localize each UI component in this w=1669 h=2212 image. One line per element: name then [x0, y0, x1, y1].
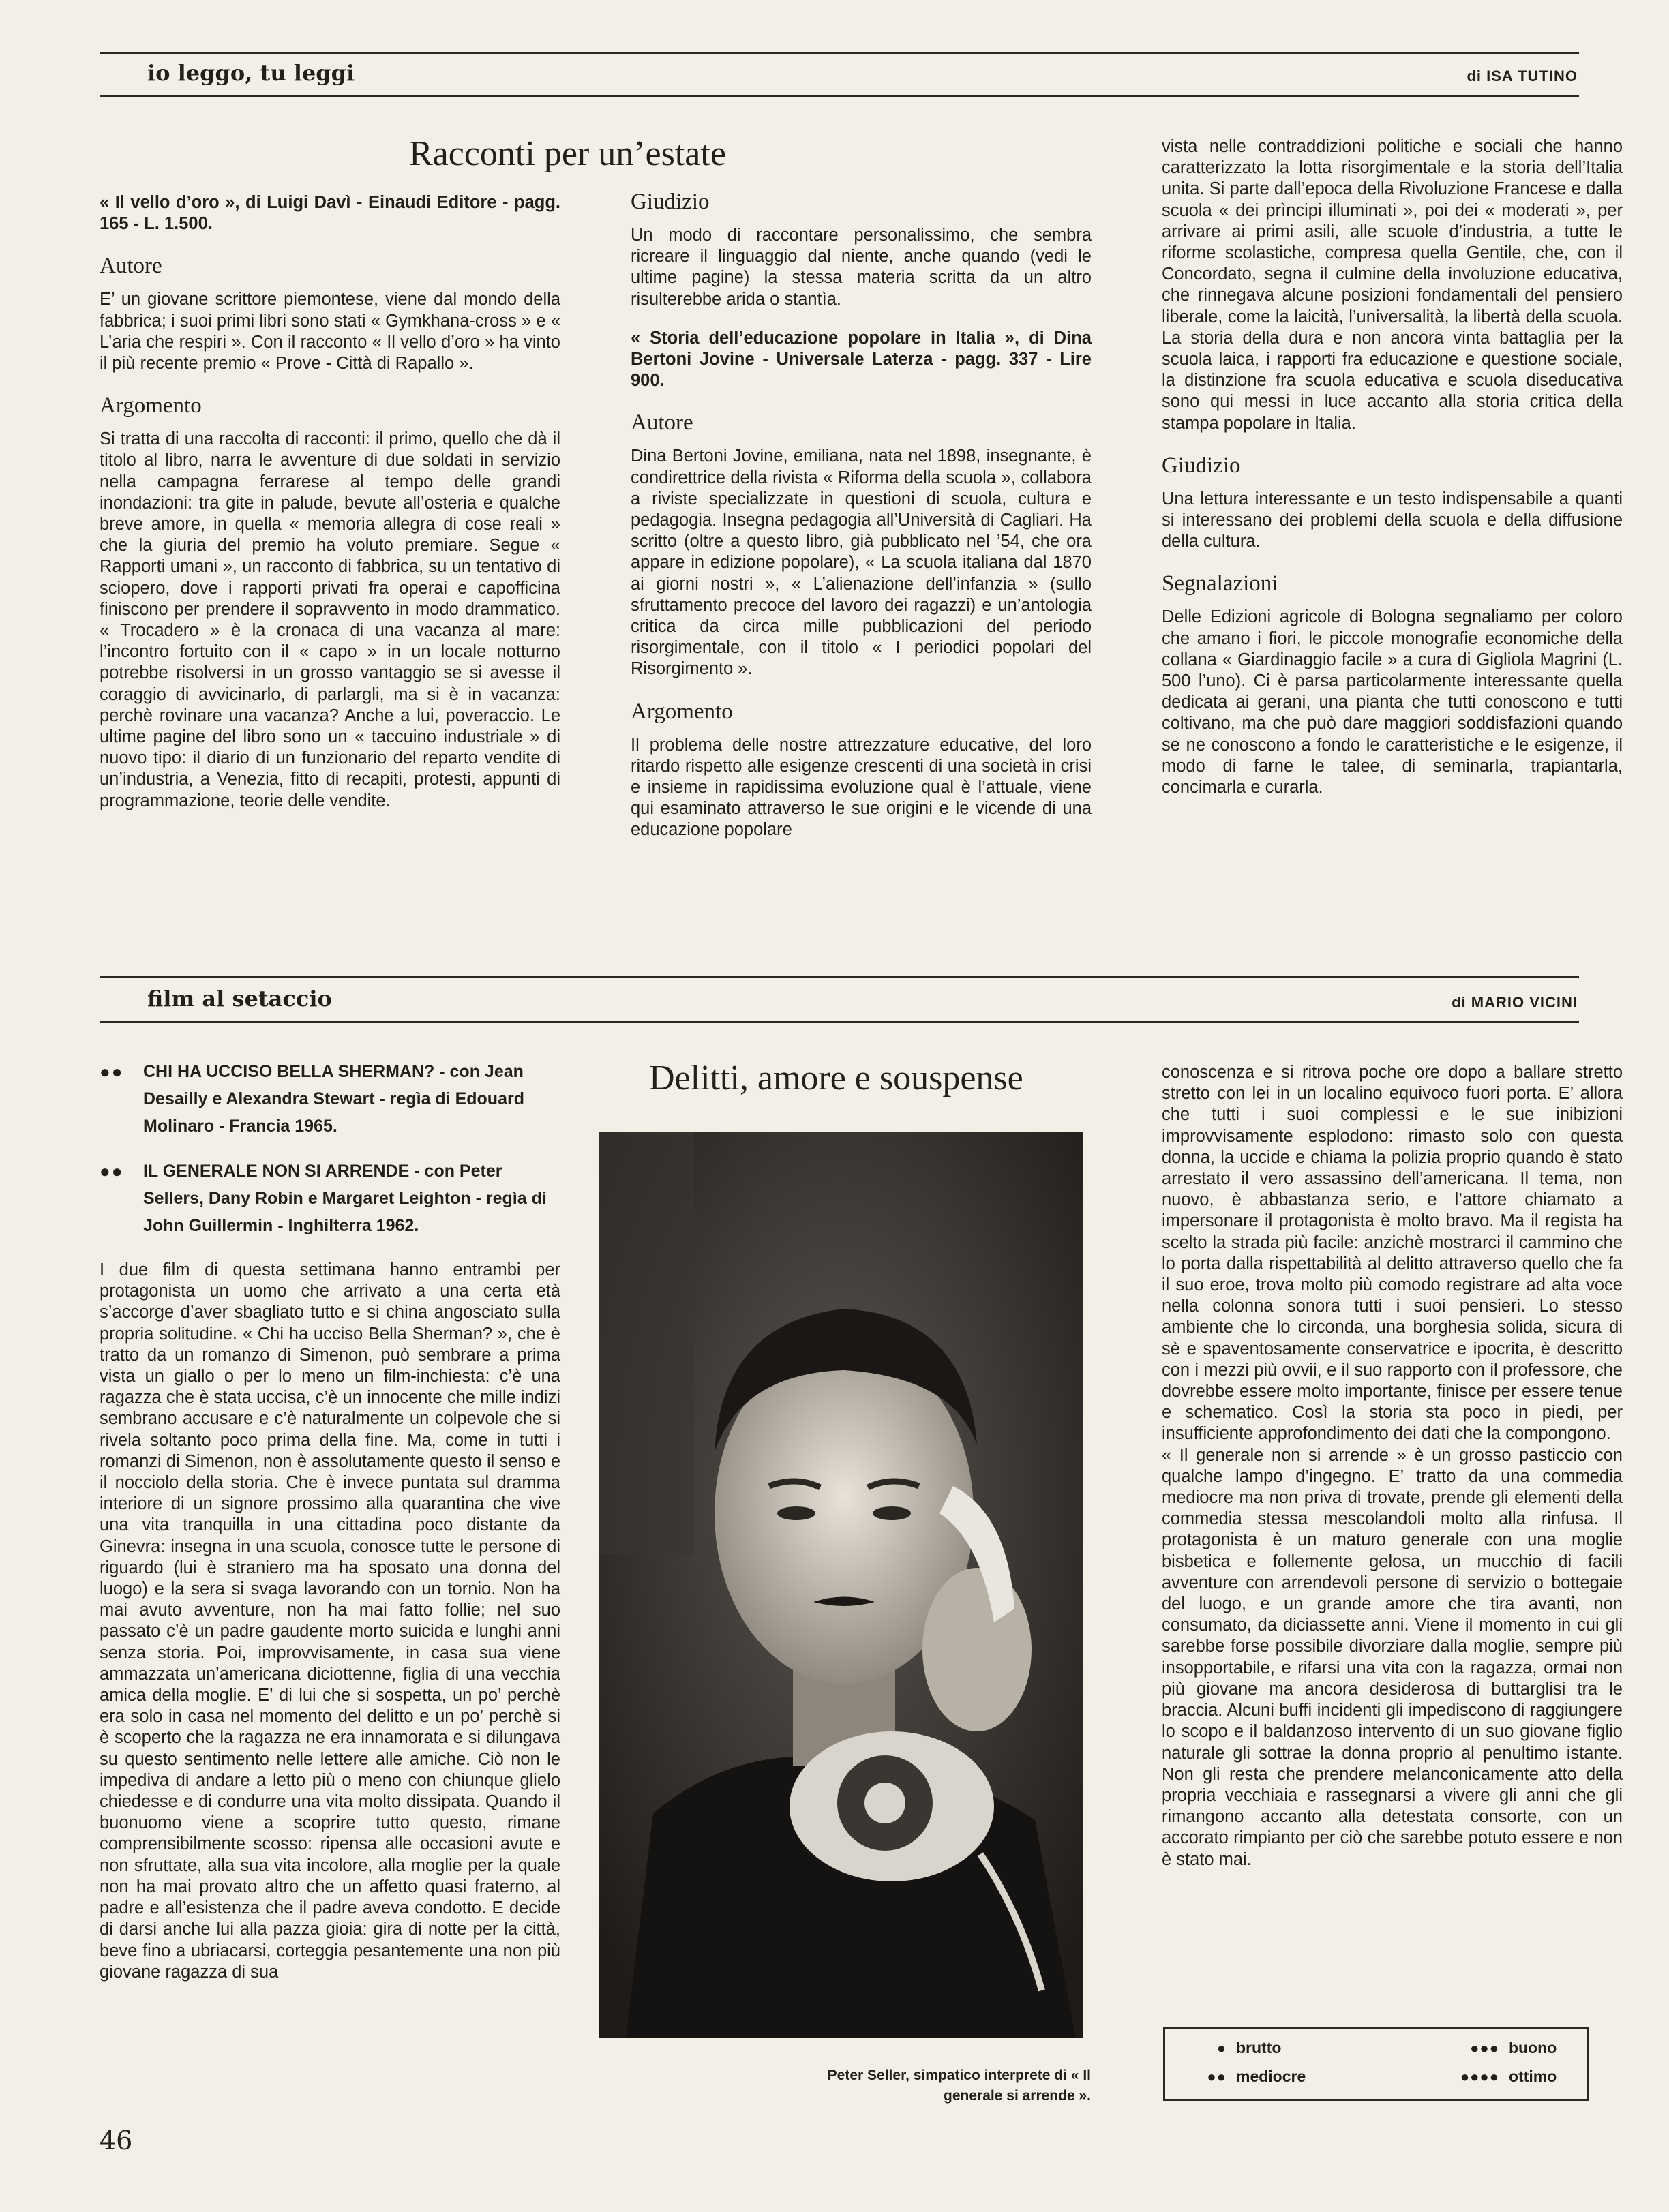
paragraph-film-review-1: I due film di questa settimana hanno entrambi per protagonista un uomo che arrivato a una certa età s’accorge d’aver sbagliato tutto e si china angosciato sulla propria solitudine. « Chi ha ucciso Bella Sherman? », che è tratto da un romanzo di Simenon, può sembrare a prima vista un giallo o per lo meno un film-inchiesta: c’è una ragazza che è stata uccisa, c’è un innocente che mille indizi sembrano accusare e c’è naturalmente un colpevole che si rivela soltanto poco prima della fine. Ma, come in tutti i romanzi di Simenon, non è assolutamente questo il senso e il nocciolo della storia. Che è invece puntata sul dramma interiore di un signore prossimo alla quarantina che vive una vita tranquilla in una cittadina poco distante da Ginevra: insegna in una scuola, conosce tutte le persone di riguardo (lui è straniero ma ha sposato una donna del luogo) e la sera si svaga lavorando con un tornio. Non ha mai avuto avventure, non ha mai fatto follie; nel suo passato c’è un padre gaudente morto suicida e lunghi anni senza storia. Poi, improvvisamente, in casa sua viene ammazzata un’americana diciottenne, figlia di una vecchia amica della moglie. E’ di lui che si sospetta, un po’ perchè era solo in casa nel momento del delitto e un po’ perchè si è scoperto che la ragazza ne era innamorata e si dilungava su questo sentimento nelle lettere alle amiche. Ciò non le impediva di andare a letto più o meno con chiunque glielo chiedesse e di condurre una vita molto dissipata. Quando il buonuomo viene a scoprire tutto questo, rimane comprensibilmente scosso: ripensa alle occasioni avute e non sfruttate, alla sua vita incolore, alla moglie per la quale non ha mai provato altro che un affetto quasi fraterno, al padre e all’esistenza che il padre aveva condotto. E decide di darsi anche lui alla pazza gioia: gira di notte per la città, beve fino a ubriacarsi, corteggia pesantemente una non più giovane ragazza di sua [100, 1260, 560, 1982]
article-title-films: Delitti, amore e souspense [649, 1059, 1023, 1097]
rating-dots: ●● [100, 1161, 124, 1181]
paragraph-giudizio-1: Un modo di raccontare personalissimo, che sembra ricreare il linguaggio dal niente, anche quando (vedi le ultime pagine) la stessa materia scritta da un altro risulterebbe arida o stantìa. [631, 226, 1092, 309]
legend-item-brutto [1192, 2039, 1281, 2057]
byline-films: di MARIO VICINI [1452, 994, 1578, 1011]
legend-label: ottimo [1509, 2067, 1557, 2085]
paragraph-autore-1: E’ un giovane scrittore piemontese, viene dal mondo della fabbrica; i suoi primi libri sono stati « Gymkhana-cross » e « L’aria che respiri ». Con il racconto « Il vello d’oro » ha vinto il più recente premio « Prove - Città di Rapallo ». [100, 290, 560, 374]
legend-label: mediocre [1236, 2067, 1306, 2085]
article-title-books: Racconti per un’estate [409, 134, 726, 173]
heading-giudizio-2: Giudizio [1162, 453, 1241, 478]
heading-argomento-2: Argomento [631, 699, 733, 724]
section-label-books: io leggo, tu leggi [147, 60, 355, 86]
legend-dots: ●●● [1470, 2040, 1499, 2057]
section-label-films: film al setaccio [147, 986, 332, 1012]
bottom-rule-upper [100, 976, 1579, 978]
paragraph-argomento-2-cont: vista nelle contraddizioni politiche e sociali che hanno caratterizzato la lotta risorgimentale e la storia dell’Italia unita. Si parte dall’epoca della Rivoluzione Francese e dalla scuola « dei prìncipi illuminati », poi dei « moderati », per arrivare ai primi asili, alle scuole d’industria, a tutte le riforme scolastiche, compresa quella Gentile, che, con il Concordato, segna il culmine della involuzione educativa, che rinnegava alcune posizioni fondamentali del pensiero liberale, come la laicità, l’universalità, la libertà della scuola. La storia della dura e non ancora vinta battaglia per la scuola laica, i rapporti fra educazione e questione sociale, la distinzione fra scuola educativa e scuola diseducativa sono qui messi in luce accanto alla storia critica della stampa popolare in Italia. [1162, 137, 1623, 433]
paragraph-argomento-2: Il problema delle nostre attrezzature educative, del loro ritardo rispetto alle esigenze crescenti di una società in crisi e insieme in rapidissima evoluzione qual è l’attuale, viene qui esaminato attraverso le sue origini e le vicende di una educazione popolare [631, 735, 1092, 840]
legend-item-buono [1438, 2039, 1557, 2057]
films-column-3 [1162, 1062, 1623, 1888]
legend-item-mediocre [1192, 2067, 1306, 2086]
paragraph-film-review-3: « Il generale non si arrende » è un grosso pasticcio con qualche lampo d’ingegno. E’ tratto da una commedia mediocre ma non priva di trovate, prende gli elementi della commedia stessa mescolandoli molto alla rinfusa. Il protagonista è un maturo generale con una moglie bisbetica e follemente gelosa, un mucchio di facili avventure con arrendevoli persone di servizio o bottegaie del luogo, e un grande amore che tira avanti, non consumato, da diciassette anni. Viene il momento in cui gli sarebbe forse possibile divorziare dalla moglie, sempre più insopportabile, e rifarsi una vita con la ragazza, ormai non più giovane ma ancora desiderosa di buttarglisi tra le braccia. Alcuni buffi incidenti gli impediscono di raggiungere lo scopo e il baldanzoso intervento di un suo giovane figlio naturale gli sottrae la donna proprio al penultimo istante. Non gli resta che prendere melanconicamente atto della propria vecchiaia e rassegnarsi a vivere gli anni che gli rimangono accanto alla detestata consorte, con un accorato rimpianto per ciò che sarebbe potuto essere e non è stato mai. [1162, 1445, 1623, 1869]
top-rule-upper [100, 52, 1579, 54]
legend-dots: ● [1216, 2040, 1227, 2057]
page-number: 46 [100, 2125, 133, 2155]
photo-illustration [599, 1132, 1083, 2038]
books-column-3 [1162, 136, 1623, 816]
books-column-1 [100, 192, 560, 830]
films-column-1 [100, 1058, 560, 2001]
paragraph-film-review-2: conoscenza e si ritrova poche ore dopo a ballare stretto stretto con lei in un localino equivoco fuori porta. E’ allora che tutti i suoi complessi e le sue inibizioni improvvisamente esplodono: rimasto solo con questa donna, la uccide e chiama la polizia proprio quando è stato arrestato il vero assassino dell’americana. Il tema, non nuovo, è abbastanza serio, e l’attore chiamato a impersonare il protagonista è molto bravo. Ma il regista ha scelto la strada più facile: anzichè mostrarci il cammino che lo porta dalla rispettabilità al delitto attraverso quello che fa il suo eroe, trova molto più comodo registrare ad alta voce nella colonna sonora tutti i suoi pensieri. Lo stesso ambiente che lo circonda, una borghesia solida, sicura di sè e spaventosamente conservatrice e ipocrita, è descritto con i mezzi più ovvii, e il suo rapporto con il professore, che dovrebbe essere molto importante, finisce per essere tenue e schematico. Così la storia sta poco in piedi, per insufficiente approfondimento dei dati che la compongono. [1162, 1063, 1623, 1444]
film-entry-1 [100, 1058, 560, 1140]
bottom-rule-lower [100, 1021, 1579, 1023]
film-entry-2 [100, 1157, 560, 1239]
heading-segnalazioni: Segnalazioni [1162, 571, 1278, 596]
photo-caption: Peter Seller, simpatico interprete di « Il generale si arrende ». [827, 2067, 1091, 2104]
heading-autore-1: Autore [100, 254, 162, 279]
paragraph-argomento-1: Si tratta di una raccolta di racconti: il primo, quello che dà il titolo al libro, narra le avventure di due soldati in servizio nella campagna ferrarese al tempo delle grandi inondazioni: tra gite in palude, bevute all’osteria e qualche breve amore, in quella « memoria allegra di cose reali » che la giuria del premio ha voluto premiare. Segue « Rapporti umani », un racconto di fabbrica, su un tentativo di sciopero, dove i rapporti privati fra operai e capofficina finiscono per prendere il sopravvento in modo drammatico. « Trocadero » è la cronaca di una vacanza al mare: l’incontro fortuito con il « capo » in un locale notturno potrebbe risolversi in un grosso vantaggio se si avesse il coraggio di avvicinarlo, di parlargli, ma si è in vacanza: perchè rovinare una vacanza? Anche a lui, poveraccio. Le ultime pagine del libro sono un « taccuino industriale » di nuovo tipo: il diario di un funzionario del reparto vendite di un’industria, a Venezia, fitto di recapiti, protesti, appunti di programmazione, teorie delle vendite. [100, 429, 560, 810]
paragraph-autore-2: Dina Bertoni Jovine, emiliana, nata nel 1898, insegnante, è condirettrice della rivista « Riforma della scuola », collabora a riviste specializzate in questioni di scuola, cultura e pedagogia. Insegna pedagogia all’Università di Cagliari. Ha scritto (oltre a questo libro, già pubblicato nel ’54, che ora appare in edizione popolare), « La scuola italiana dal 1870 ai giorni nostri », « L’alienazione dell’infanzia » (sullo sfruttamento precoce del lavoro dei ragazzi) e un’antologia critica da circa mille pubblicazioni del periodo risorgimentale, con il titolo « I periodici popolari del Risorgimento ». [631, 446, 1092, 679]
byline-books: di ISA TUTINO [1467, 67, 1578, 85]
paragraph-segnalazioni: Delle Edizioni agricole di Bologna segnaliamo per coloro che amano i fiori, le piccole monografie economiche della collana « Giardinaggio facile » a cura di Gigliola Magrini (L. 500 l’uno). Ci è parsa particolarmente interessante quella dedicata ai gerani, una pianta che tutti conoscono e tutti coltivano, ma che può dare maggiori soddisfazioni quando se ne conoscono a fondo le caratteristiche e le esigenze, il modo di farne le talee, di seminarla, trapiantarla, concimarla e curarla. [1162, 607, 1623, 798]
legend-item-ottimo [1438, 2067, 1557, 2086]
paragraph-giudizio-2: Una lettura interessante e un testo indispensabile a quanti si interessano dei problemi della scuola e della diffusione della cultura. [1162, 489, 1623, 551]
film-entry-2-text: IL GENERALE NON SI ARRENDE - con Peter Sellers, Dany Robin e Margaret Leighton - regìa di John Guillermin - Inghilterra 1962. [143, 1162, 547, 1235]
top-rule-lower [100, 95, 1579, 97]
film-entry-1-text: CHI HA UCCISO BELLA SHERMAN? - con Jean Desailly e Alexandra Stewart - regìa di Edouard Molinaro - Francia 1965. [143, 1062, 524, 1136]
legend-dots: ●●●● [1460, 2068, 1499, 2085]
legend-dots: ●● [1207, 2068, 1227, 2085]
book-citation-2: « Storia dell’educazione popolare in Italia », di Dina Bertoni Jovine - Universale Laterza - pagg. 337 - Lire 900. [631, 328, 1092, 391]
rating-dots: ●● [100, 1061, 124, 1082]
rating-legend [1163, 2027, 1589, 2101]
heading-giudizio-1: Giudizio [631, 190, 710, 214]
legend-label: buono [1509, 2039, 1557, 2057]
book-citation-1: « Il vello d’oro », di Luigi Davì - Einaudi Editore - pagg. 165 - L. 1.500. [100, 193, 560, 234]
heading-autore-2: Autore [631, 410, 693, 436]
photo-peter-sellers [599, 1132, 1083, 2038]
books-column-2 [631, 180, 1092, 859]
heading-argomento-1: Argomento [100, 393, 202, 419]
legend-label: brutto [1236, 2039, 1282, 2057]
